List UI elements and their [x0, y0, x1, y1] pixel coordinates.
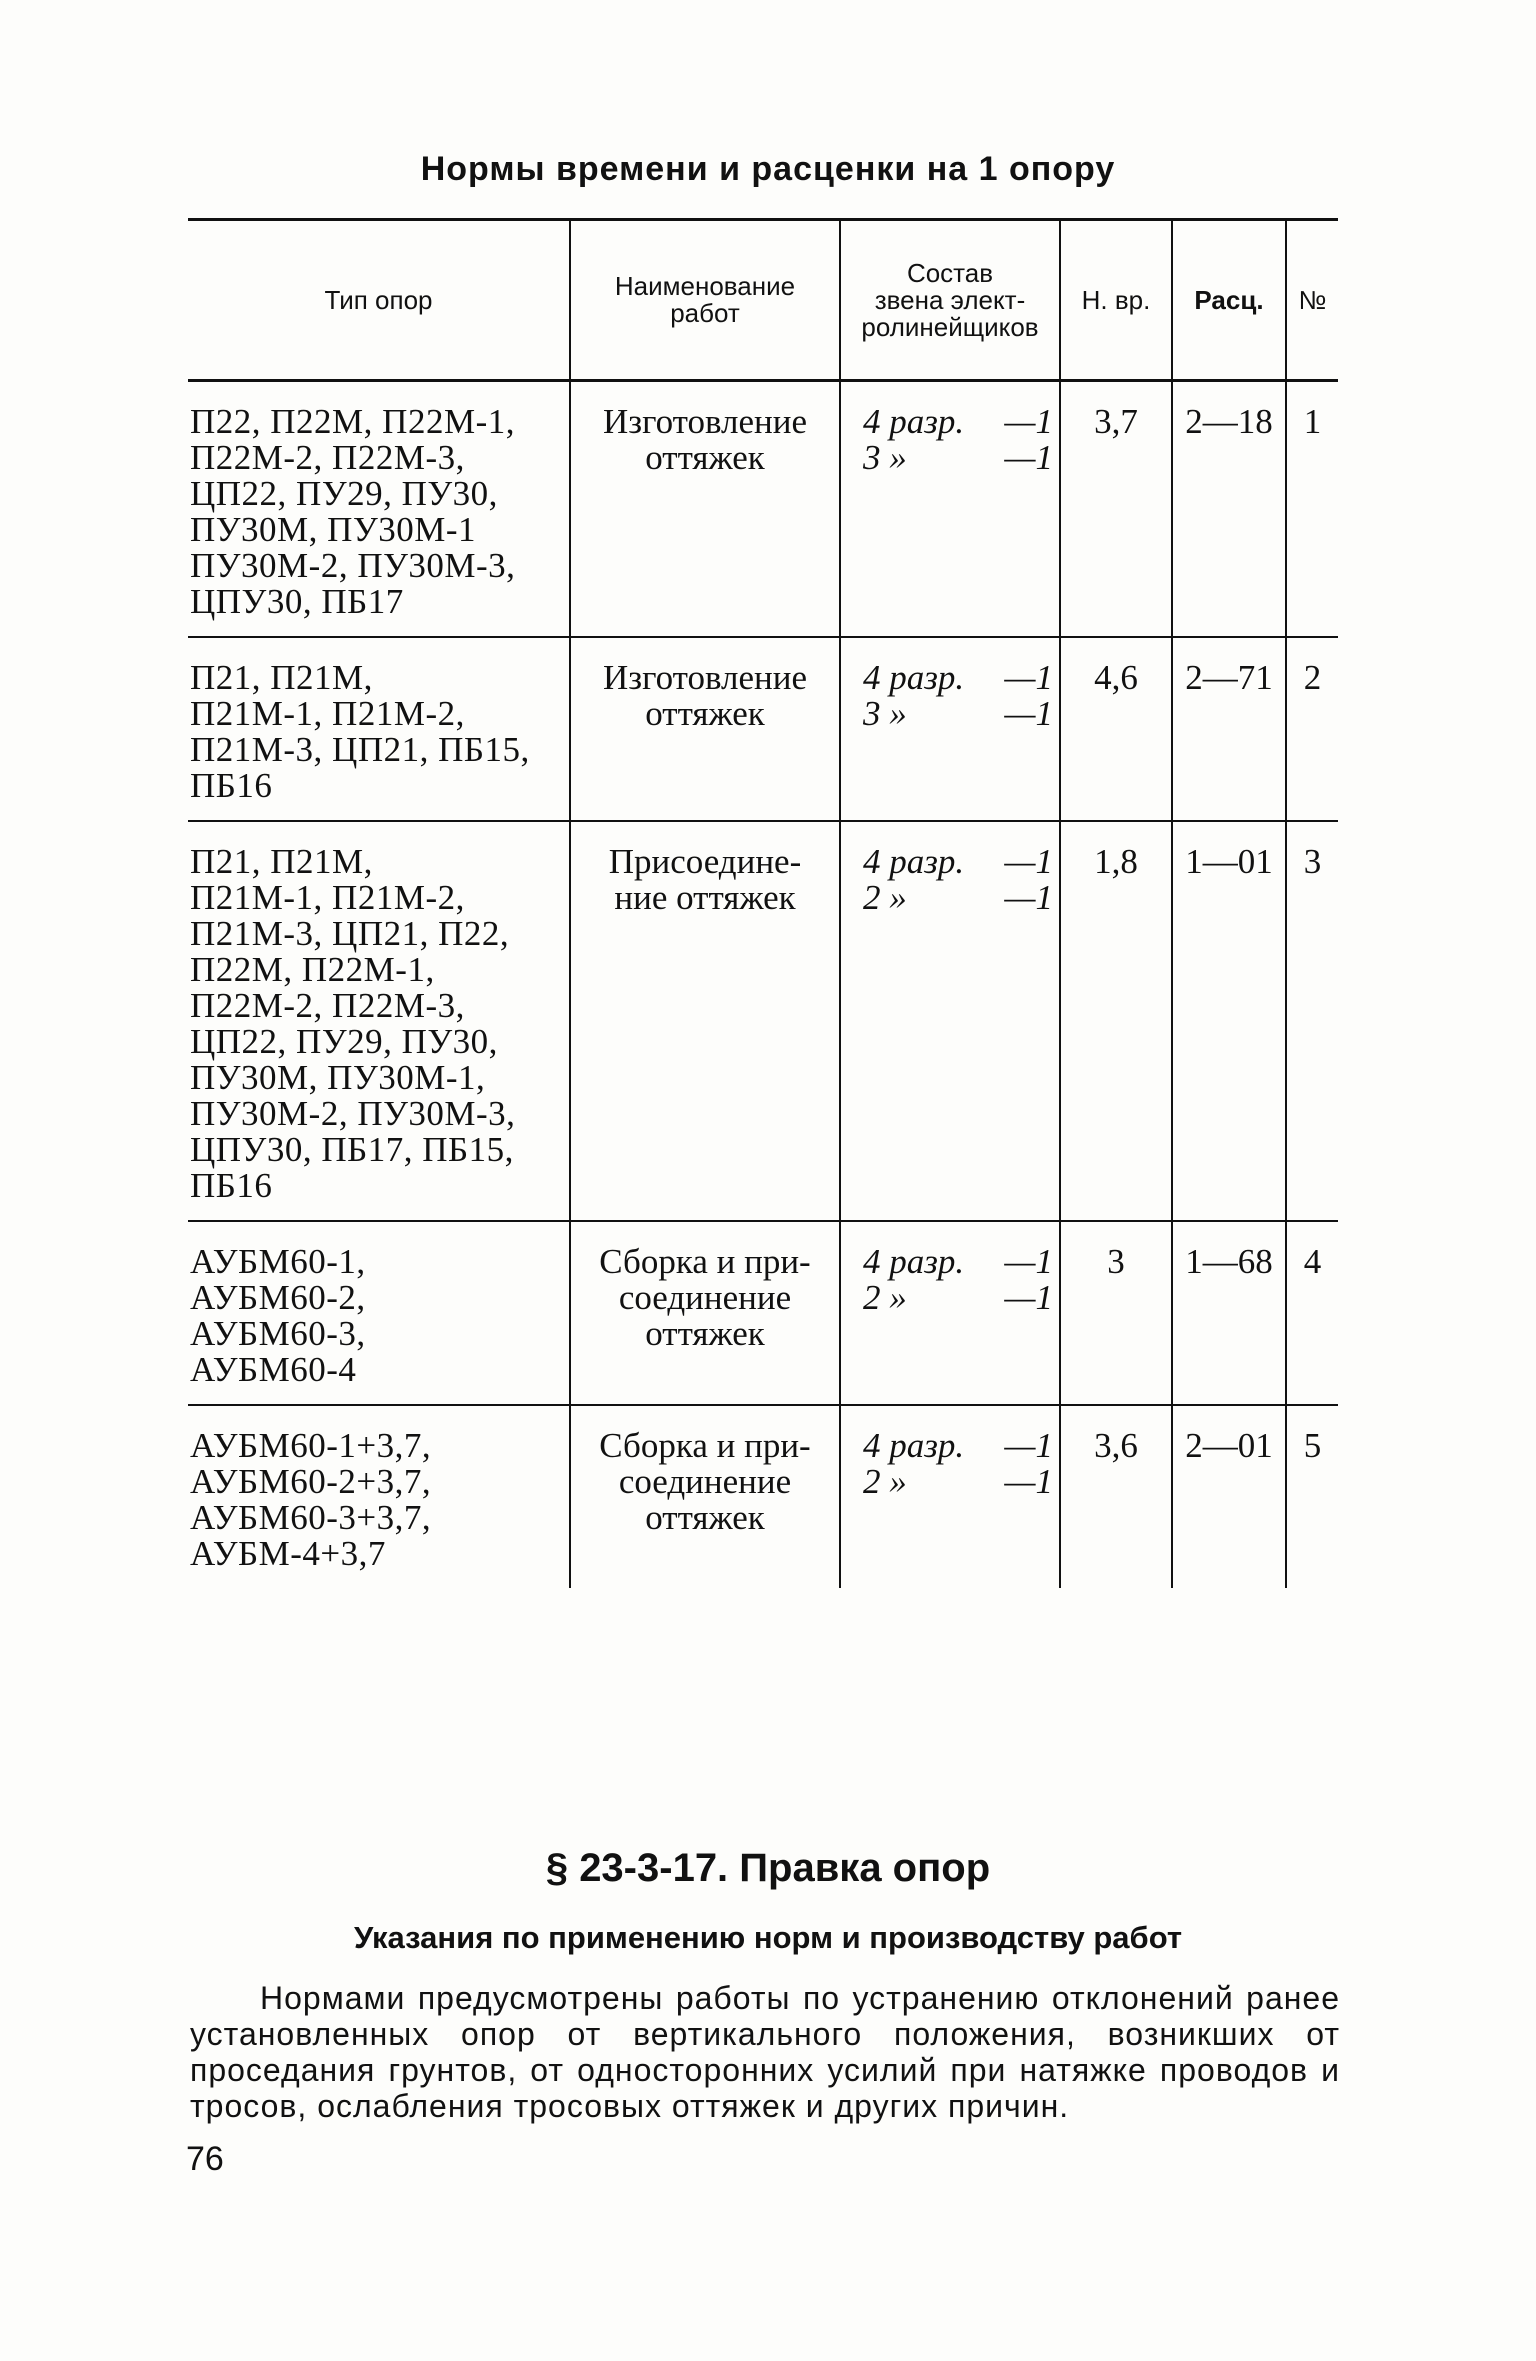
work-name-line: ние оттяжек: [614, 878, 796, 917]
pole-type-line: АУБМ60-1+3,7,: [190, 1426, 432, 1465]
cell-time-norm: 3,6: [1060, 1405, 1172, 1588]
work-name-line: Изготовление: [602, 402, 808, 441]
cell-time-norm: 4,6: [1060, 637, 1172, 821]
pole-type-line: АУБМ60-4: [190, 1350, 357, 1389]
crew-grade: 4 разр.: [863, 842, 965, 881]
table-body: [188, 381, 1338, 1589]
crew-line: [863, 880, 1053, 916]
pole-type-line: ЦП22, ПУ29, ПУ30,: [190, 474, 498, 513]
pole-type-line: П21М-1, П21М-2,: [190, 878, 465, 917]
pole-type-line: ПУ30М-2, ПУ30М-3,: [190, 546, 516, 585]
pole-type-line: АУБМ60-2+3,7,: [190, 1462, 432, 1501]
work-name-line: оттяжек: [645, 438, 765, 477]
crew-line: [863, 1464, 1053, 1500]
crew-grade: 2 »: [863, 1462, 907, 1501]
table-row: [188, 637, 1338, 821]
cell-rate: 2—01: [1172, 1405, 1286, 1588]
pole-type-line: АУБМ60-1,: [190, 1242, 366, 1281]
cell-row-number: 3: [1286, 821, 1338, 1221]
crew-line: [863, 1428, 1053, 1464]
header-rate: Расц.: [1172, 220, 1286, 381]
pole-type-line: П21М-3, ЦП21, ПБ15,: [190, 730, 530, 769]
header-type: Тип опор: [188, 220, 570, 381]
cell-work-name: [570, 1405, 840, 1588]
crew-grade: 3 »: [863, 438, 907, 477]
work-name-line: Сборка и при-: [599, 1426, 811, 1465]
pole-type-line: ЦП22, ПУ29, ПУ30,: [190, 1022, 498, 1061]
work-name-line: соединение: [618, 1278, 792, 1317]
crew-grade: 3 »: [863, 694, 907, 733]
pole-type-line: АУБМ60-3+3,7,: [190, 1498, 432, 1537]
cell-row-number: 4: [1286, 1221, 1338, 1405]
crew-count: —1: [1004, 842, 1053, 881]
pole-type-line: АУБМ60-3,: [190, 1314, 366, 1353]
header-work: Наименование работ: [570, 220, 840, 381]
cell-rate: 2—71: [1172, 637, 1286, 821]
cell-rate: 1—01: [1172, 821, 1286, 1221]
cell-row-number: 2: [1286, 637, 1338, 821]
header-number: №: [1286, 220, 1338, 381]
cell-crew: [840, 1221, 1060, 1405]
crew-line: [863, 404, 1053, 440]
cell-pole-type: [188, 1221, 570, 1405]
subheading: Указания по применению норм и производству работ: [353, 1920, 1183, 1955]
crew-line: [863, 844, 1053, 880]
crew-count: —1: [1004, 1462, 1053, 1501]
cell-crew: [840, 637, 1060, 821]
section-title: § 23-3-17. Правка опор: [545, 1846, 991, 1890]
crew-line: [863, 1280, 1053, 1316]
crew-grade: 4 разр.: [863, 402, 965, 441]
crew-grade: 4 разр.: [863, 658, 965, 697]
crew-line: [863, 696, 1053, 732]
work-name-line: соединение: [618, 1462, 792, 1501]
cell-pole-type: [188, 637, 570, 821]
pole-type-line: П21М-1, П21М-2,: [190, 694, 465, 733]
pole-type-line: П22М-2, П22М-3,: [190, 986, 465, 1025]
norms-table: [188, 218, 1338, 1588]
crew-count: —1: [1004, 658, 1053, 697]
cell-rate: 2—18: [1172, 381, 1286, 638]
pole-type-line: АУБМ60-2,: [190, 1278, 366, 1317]
pole-type-line: ПУ30М, ПУ30М-1: [190, 510, 477, 549]
crew-count: —1: [1004, 1426, 1053, 1465]
pole-type-line: П21, П21М,: [190, 658, 373, 697]
pole-type-line: П22М, П22М-1,: [190, 950, 435, 989]
cell-pole-type: [188, 821, 570, 1221]
pole-type-line: П21М-3, ЦП21, П22,: [190, 914, 510, 953]
crew-count: —1: [1004, 878, 1053, 917]
cell-row-number: 1: [1286, 381, 1338, 638]
table-title: Нормы времени и расценки на 1 опору: [420, 150, 1116, 188]
table-row: [188, 1405, 1338, 1588]
pole-type-line: ПУ30М-2, ПУ30М-3,: [190, 1094, 516, 1133]
cell-work-name: [570, 821, 840, 1221]
paragraph: Нормами предусмотрены работы по устранению отклонений ранее установленных опор от вертикального положения, возникших от проседания грунтов, от односторонних усилий при натяжке проводов и тросов, ослабления тросовых оттяжек и других причин.: [190, 1980, 1340, 2124]
cell-work-name: [570, 637, 840, 821]
page-number: 76: [186, 2140, 224, 2178]
crew-grade: 4 разр.: [863, 1426, 965, 1465]
work-name-line: Присоедине-: [608, 842, 802, 881]
cell-work-name: [570, 381, 840, 638]
pole-type-line: П22, П22М, П22М-1,: [190, 402, 515, 441]
work-name-line: Изготовление: [602, 658, 808, 697]
table-row: [188, 821, 1338, 1221]
pole-type-line: ЦПУ30, ПБ17, ПБ15,: [190, 1130, 514, 1169]
cell-crew: [840, 821, 1060, 1221]
crew-count: —1: [1004, 1278, 1053, 1317]
header-time: Н. вр.: [1060, 220, 1172, 381]
cell-pole-type: [188, 381, 570, 638]
pole-type-line: ПУ30М, ПУ30М-1,: [190, 1058, 486, 1097]
cell-time-norm: 1,8: [1060, 821, 1172, 1221]
table-row: [188, 381, 1338, 638]
cell-time-norm: 3: [1060, 1221, 1172, 1405]
cell-row-number: 5: [1286, 1405, 1338, 1588]
pole-type-line: ЦПУ30, ПБ17: [190, 582, 404, 621]
cell-rate: 1—68: [1172, 1221, 1286, 1405]
crew-count: —1: [1004, 402, 1053, 441]
crew-line: [863, 440, 1053, 476]
crew-line: [863, 1244, 1053, 1280]
pole-type-line: ПБ16: [190, 766, 273, 805]
table-header-row: [188, 220, 1338, 381]
work-name-line: оттяжек: [645, 1314, 765, 1353]
crew-line: [863, 660, 1053, 696]
crew-count: —1: [1004, 694, 1053, 733]
crew-count: —1: [1004, 438, 1053, 477]
header-crew: Состав звена элект- ролинейщиков: [840, 220, 1060, 381]
cell-work-name: [570, 1221, 840, 1405]
pole-type-line: АУБМ-4+3,7: [190, 1534, 386, 1573]
work-name-line: оттяжек: [645, 1498, 765, 1537]
work-name-line: оттяжек: [645, 694, 765, 733]
crew-grade: 2 »: [863, 1278, 907, 1317]
cell-time-norm: 3,7: [1060, 381, 1172, 638]
cell-pole-type: [188, 1405, 570, 1588]
pole-type-line: П21, П21М,: [190, 842, 373, 881]
pole-type-line: П22М-2, П22М-3,: [190, 438, 465, 477]
crew-grade: 4 разр.: [863, 1242, 965, 1281]
work-name-line: Сборка и при-: [599, 1242, 811, 1281]
table-row: [188, 1221, 1338, 1405]
cell-crew: [840, 1405, 1060, 1588]
cell-crew: [840, 381, 1060, 638]
crew-grade: 2 »: [863, 878, 907, 917]
crew-count: —1: [1004, 1242, 1053, 1281]
pole-type-line: ПБ16: [190, 1166, 273, 1205]
